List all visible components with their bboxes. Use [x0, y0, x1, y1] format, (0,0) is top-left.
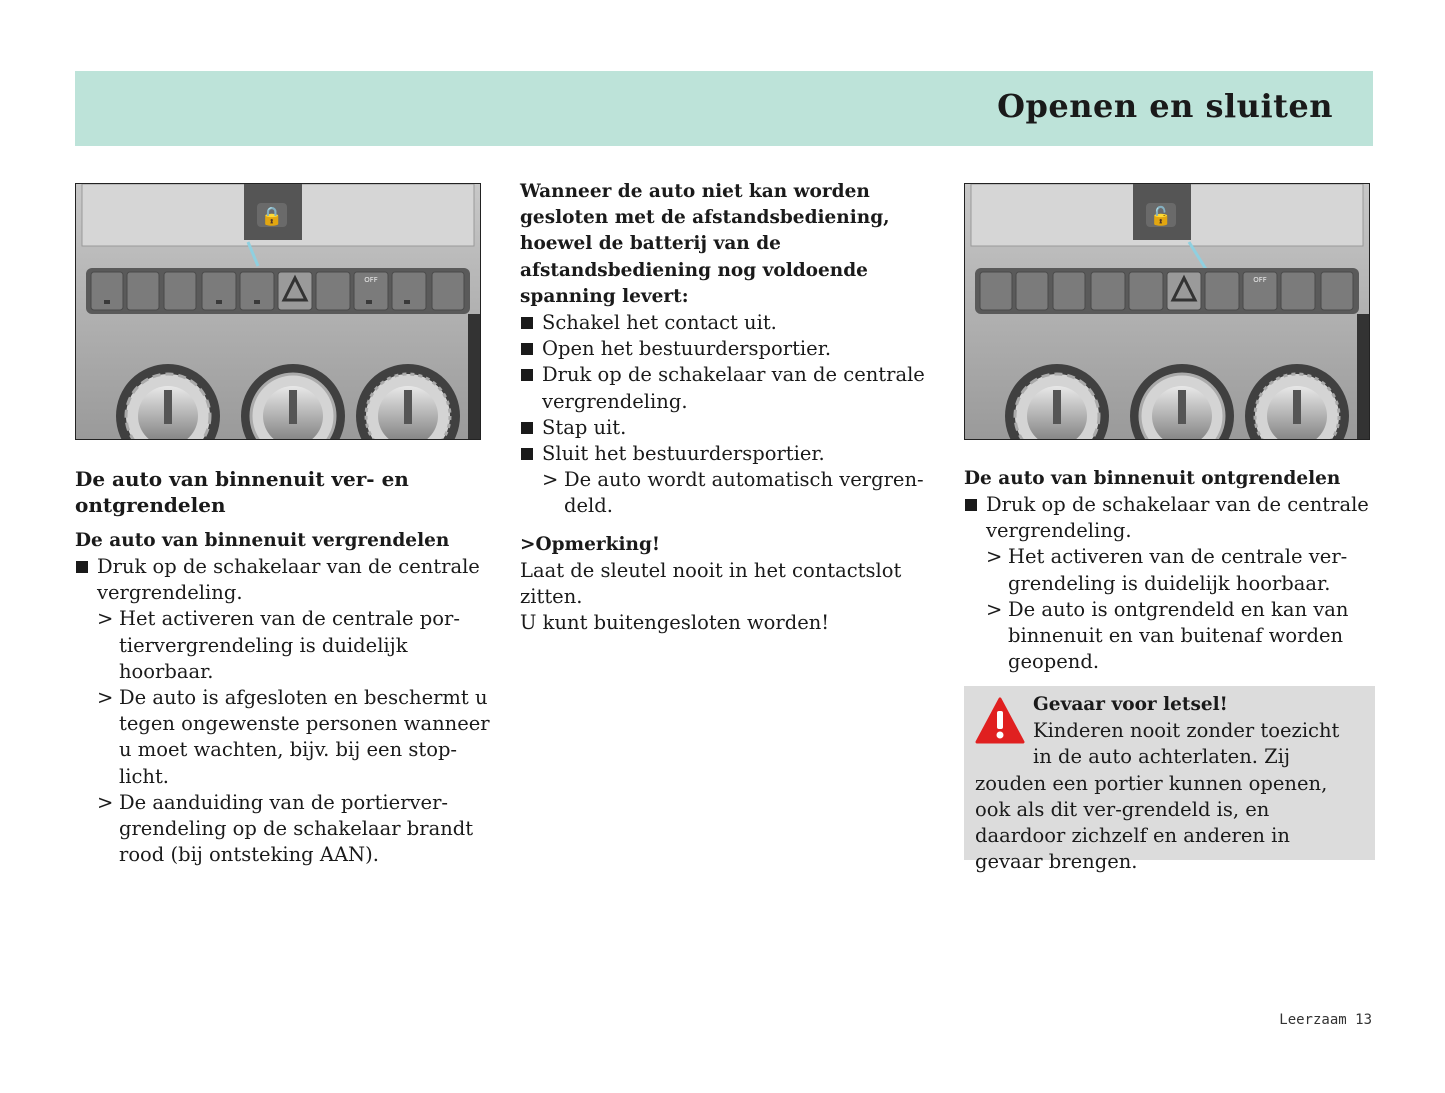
page-footer — [1279, 1012, 1372, 1028]
step-3: Druk op de schakelaar van de centrale vergrendeling. — [520, 362, 940, 414]
result-marker: > — [986, 597, 1003, 621]
step-5: Sluit het bestuurdersportier. — [520, 441, 940, 467]
auto-lock-result: > De auto wordt automatisch vergren-deld. — [542, 468, 924, 518]
result-marker: > — [97, 686, 114, 710]
left-column — [75, 466, 495, 868]
step-4: Stap uit. — [520, 415, 940, 441]
note-line-1: Laat de sleutel nooit in het contactslot zitten. — [520, 558, 902, 609]
step-2: Open het bestuurdersportier. — [520, 336, 940, 362]
note-title: >Opmerking! — [520, 533, 660, 555]
result-marker: > — [542, 468, 559, 492]
page-header — [75, 71, 1373, 146]
footer-label: Leerzaam — [1279, 1012, 1347, 1028]
lock-result-2: > De auto is afgesloten en beschermt u tegen ongewenste personen wanneer u moet wachten, bijv. bij een stop-licht. — [97, 686, 490, 788]
remote-fail-intro: Wanneer de auto niet kan worden gesloten met de afstandsbediening, hoewel de batterij van de afstandsbediening nog voldoende spanning levert: — [520, 181, 890, 307]
lock-subheading: De auto van binnenuit vergrendelen — [75, 530, 450, 551]
lock-result-1: > Het activeren van de centrale por-tiervergrendeling is duidelijk hoorbaar. — [97, 607, 460, 683]
dashboard-photo-lock — [75, 183, 481, 440]
svg-text:🔓: 🔓 — [1149, 206, 1173, 227]
result-marker: > — [97, 790, 114, 814]
warning-icon — [975, 697, 1025, 745]
dashboard-photo-unlock — [964, 183, 1370, 440]
lock-result-3: > De aanduiding van de portierver-grendeling op de schakelaar brandt rood (bij ontsteking AAN). — [97, 790, 474, 867]
result-marker: > — [97, 607, 114, 631]
middle-column — [520, 179, 940, 636]
result-marker: > — [986, 545, 1003, 569]
page-number: 13 — [1355, 1012, 1372, 1028]
note-line-2: U kunt buitengesloten worden! — [520, 611, 830, 635]
section-heading: De auto van binnenuit ver- en ontgrendelen — [75, 467, 409, 517]
photo-off-label: OFF — [1253, 276, 1267, 284]
unlock-result-2: > De auto is ontgrendeld en kan van binnenuit en van buitenaf worden geopend. — [986, 597, 1349, 674]
warning-box — [964, 686, 1375, 874]
photo-off-label: OFF — [364, 276, 378, 284]
unlock-subheading: De auto van binnenuit ontgrendelen — [964, 468, 1341, 489]
unlock-result-1: > Het activeren van de centrale ver-grendeling is duidelijk hoorbaar. — [986, 545, 1348, 595]
right-column — [964, 466, 1374, 675]
page-title: Openen en sluiten — [997, 87, 1333, 125]
step-1: Schakel het contact uit. — [520, 310, 940, 336]
svg-text:🔒: 🔒 — [260, 206, 284, 227]
lock-instruction: Druk op de schakelaar van de centrale vergrendeling. — [75, 554, 495, 606]
warning-text: Kinderen nooit zonder toezicht in de auto achterlaten. Zij zouden een portier kunnen openen, ook als dit ver-grendeld is, en daardoor zichzelf en anderen in gevaar brengen. — [975, 719, 1340, 874]
unlock-instruction: Druk op de schakelaar van de centrale vergrendeling. — [964, 492, 1374, 544]
warning-title: Gevaar voor letsel! — [1033, 694, 1228, 715]
